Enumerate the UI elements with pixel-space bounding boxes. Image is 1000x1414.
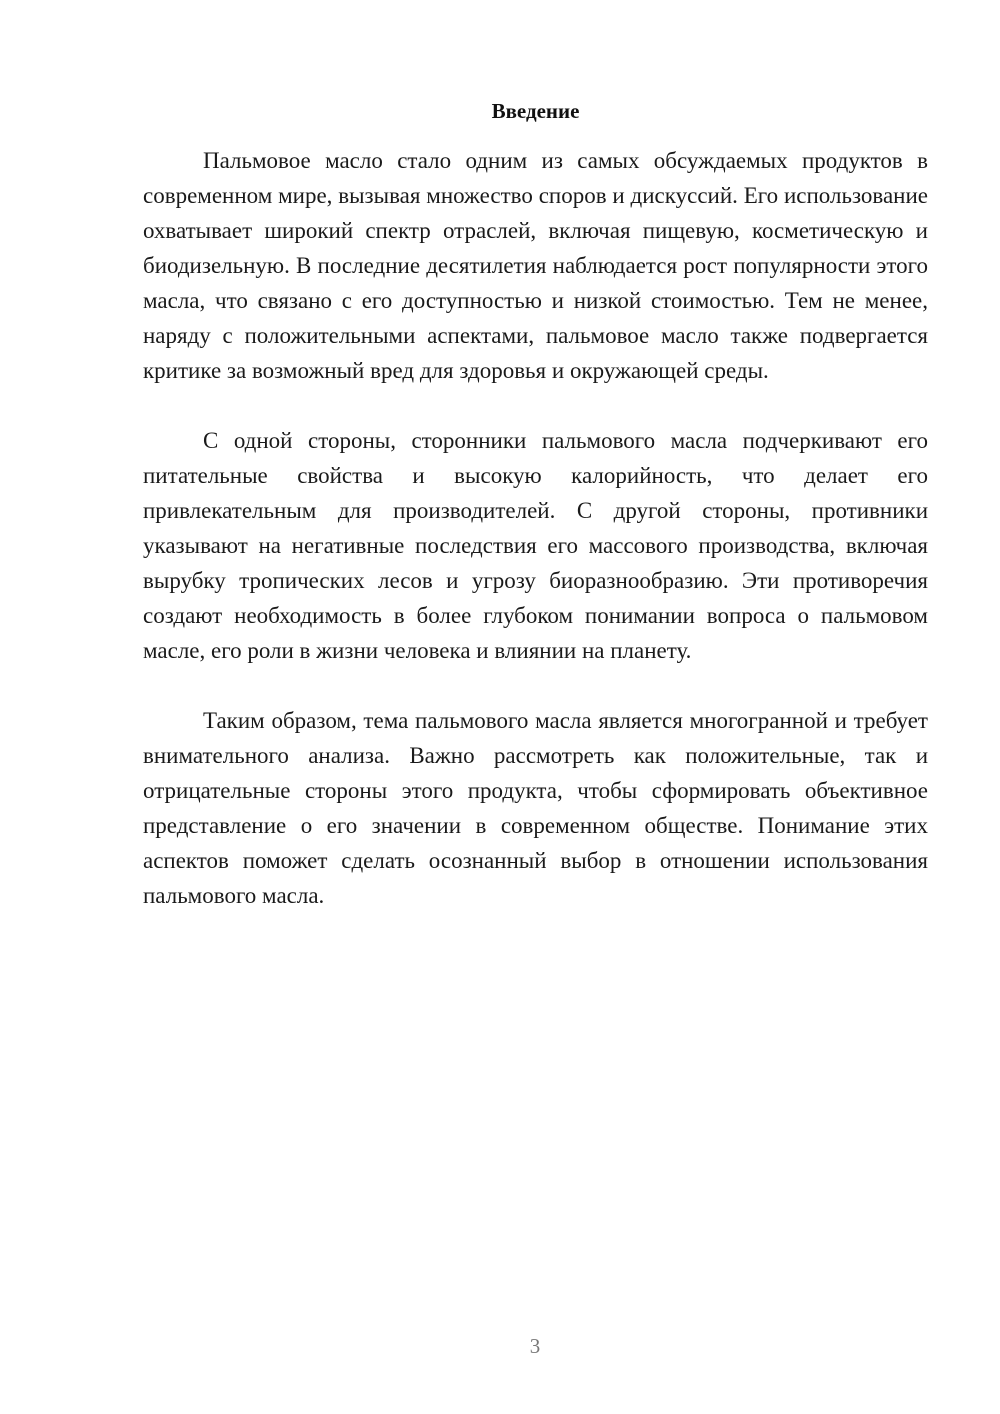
paragraph-3: Таким образом, тема пальмового масла является многогранной и требует внимательного анализа. Важно рассмотреть как положительные, так и отрицательные стороны этого продукта, чтобы сформировать объективное представление о его значении в современном обществе. Понимание этих аспектов поможет сделать осознанный выбор в отношении использования пальмового масла. bbox=[143, 708, 928, 908]
section-title: Введение bbox=[491, 99, 580, 123]
body-text bbox=[143, 143, 928, 948]
paragraph-1: Пальмовое масло стало одним из самых обсуждаемых продуктов в современном мире, вызывая множество споров и дискуссий. Его использование охватывает широкий спектр отраслей, включая пищевую, косметическую и биодизельную. В последние десятилетия наблюдается рост популярности этого масла, что связано с его доступностью и низкой стоимостью. Тем не менее, наряду с положительными аспектами, пальмовое масло также подвергается критике за возможный вред для здоровья и окружающей среды. bbox=[143, 148, 928, 383]
page-number: 3 bbox=[529, 1334, 541, 1358]
paragraph-2: С одной стороны, сторонники пальмового масла подчеркивают его питательные свойства и высокую калорийность, что делает его привлекательным для производителей. С другой стороны, противники указывают на негативные последствия его массового производства, включая вырубку тропических лесов и угрозу биоразнообразию. Эти противоречия создают необходимость в более глубоком понимании вопроса о пальмовом масле, его роли в жизни человека и влиянии на планету. bbox=[143, 428, 928, 663]
